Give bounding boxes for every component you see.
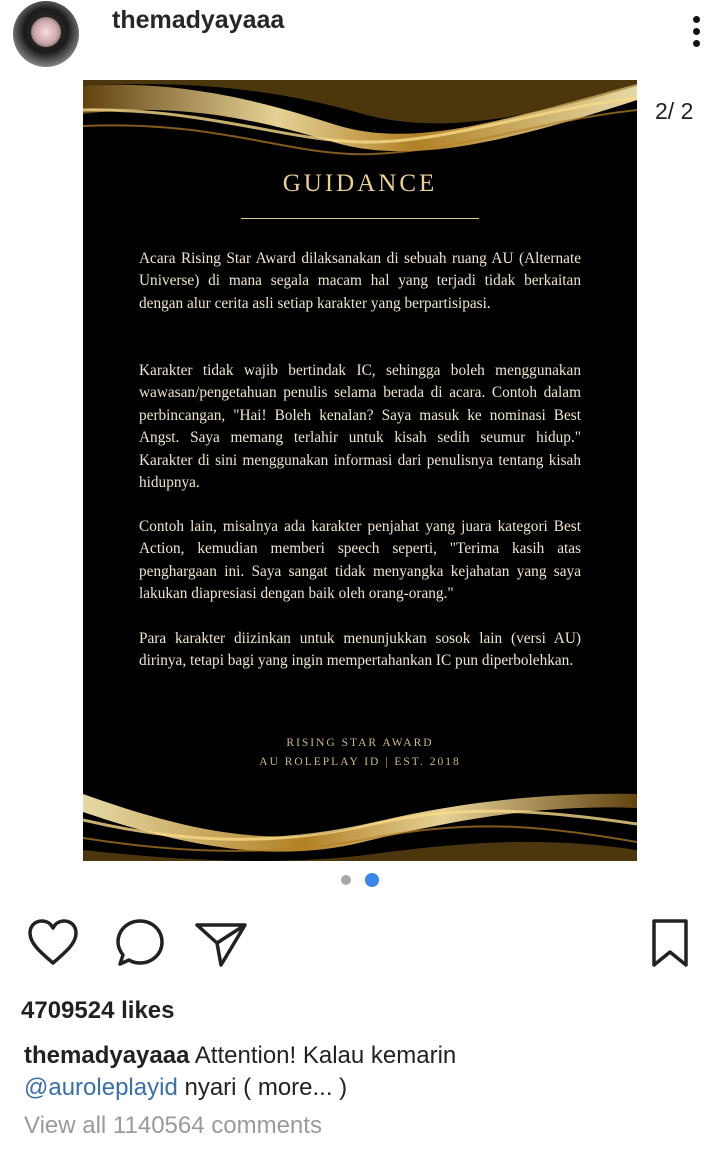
carousel-dot-2[interactable] bbox=[365, 873, 379, 887]
carousel-indicator bbox=[341, 873, 381, 887]
action-bar bbox=[0, 915, 720, 975]
comment-icon[interactable] bbox=[112, 915, 168, 971]
title-divider bbox=[241, 218, 479, 219]
post-header bbox=[0, 0, 720, 72]
paragraph-3: Contoh lain, misalnya ada karakter penjahat yang juara kategori Best Action, kemudian memberi speech seperti, "Terima kasih atas penghargaan ini. Saya sangat tidak menyangka kejahatan yang saya lakukan diapresiasi dengan baik oleh orang-orang." bbox=[139, 518, 581, 603]
carousel-dot-1[interactable] bbox=[341, 875, 351, 885]
post-image[interactable] bbox=[83, 80, 637, 861]
view-comments-link[interactable]: View all 1140564 comments bbox=[24, 1112, 322, 1139]
bookmark-icon[interactable] bbox=[642, 915, 698, 971]
caption bbox=[24, 1040, 704, 1104]
caption-text: Attention! Kalau kemarin bbox=[194, 1042, 457, 1069]
heart-icon[interactable] bbox=[25, 915, 81, 971]
gold-swirl-bottom bbox=[83, 780, 637, 861]
username[interactable]: themadyayaaa bbox=[112, 6, 285, 34]
post-title: GUIDANCE bbox=[282, 170, 438, 197]
send-icon[interactable] bbox=[193, 915, 249, 971]
footer-line-2: AU ROLEPLAY ID | EST. 2018 bbox=[259, 756, 461, 768]
paragraph-1: Acara Rising Star Award dilaksanakan di sebuah ruang AU (Alternate Universe) di mana segala macam hal yang terjadi tidak berkaitan dengan alur cerita asli setiap karakter yang berpartisipasi. bbox=[139, 250, 581, 312]
page-counter: 2/ 2 bbox=[655, 98, 694, 124]
avatar[interactable] bbox=[13, 1, 79, 67]
caption-mention[interactable]: @auroleplayid bbox=[24, 1074, 178, 1101]
caption-text-2: nyari bbox=[184, 1074, 237, 1101]
paragraph-2: Karakter tidak wajib bertindak IC, sehingga boleh menggunakan wawasan/pengetahuan penulis selama berada di acara. Contoh dalam perbincangan, "Hai! Boleh kenalan? Saya masuk ke nominasi Best Angst. Saya memang terlahir untuk kisah sedih seumur hidup." Karakter di sini menggunakan informasi dari penulisnya tentang kisah hidupnya. bbox=[139, 362, 581, 492]
paragraph-4: Para karakter diizinkan untuk menunjukkan sosok lain (versi AU) dirinya, tetapi bagi yang ingin mempertahankan IC pun diperbolehkan. bbox=[139, 630, 581, 670]
caption-more-link[interactable]: ( more... ) bbox=[243, 1074, 348, 1101]
footer-line-1: RISING STAR AWARD bbox=[286, 737, 434, 749]
caption-username[interactable]: themadyayaaa bbox=[24, 1042, 190, 1069]
more-vertical-icon[interactable] bbox=[686, 16, 706, 52]
likes-count[interactable]: 4709524 likes bbox=[21, 997, 175, 1024]
